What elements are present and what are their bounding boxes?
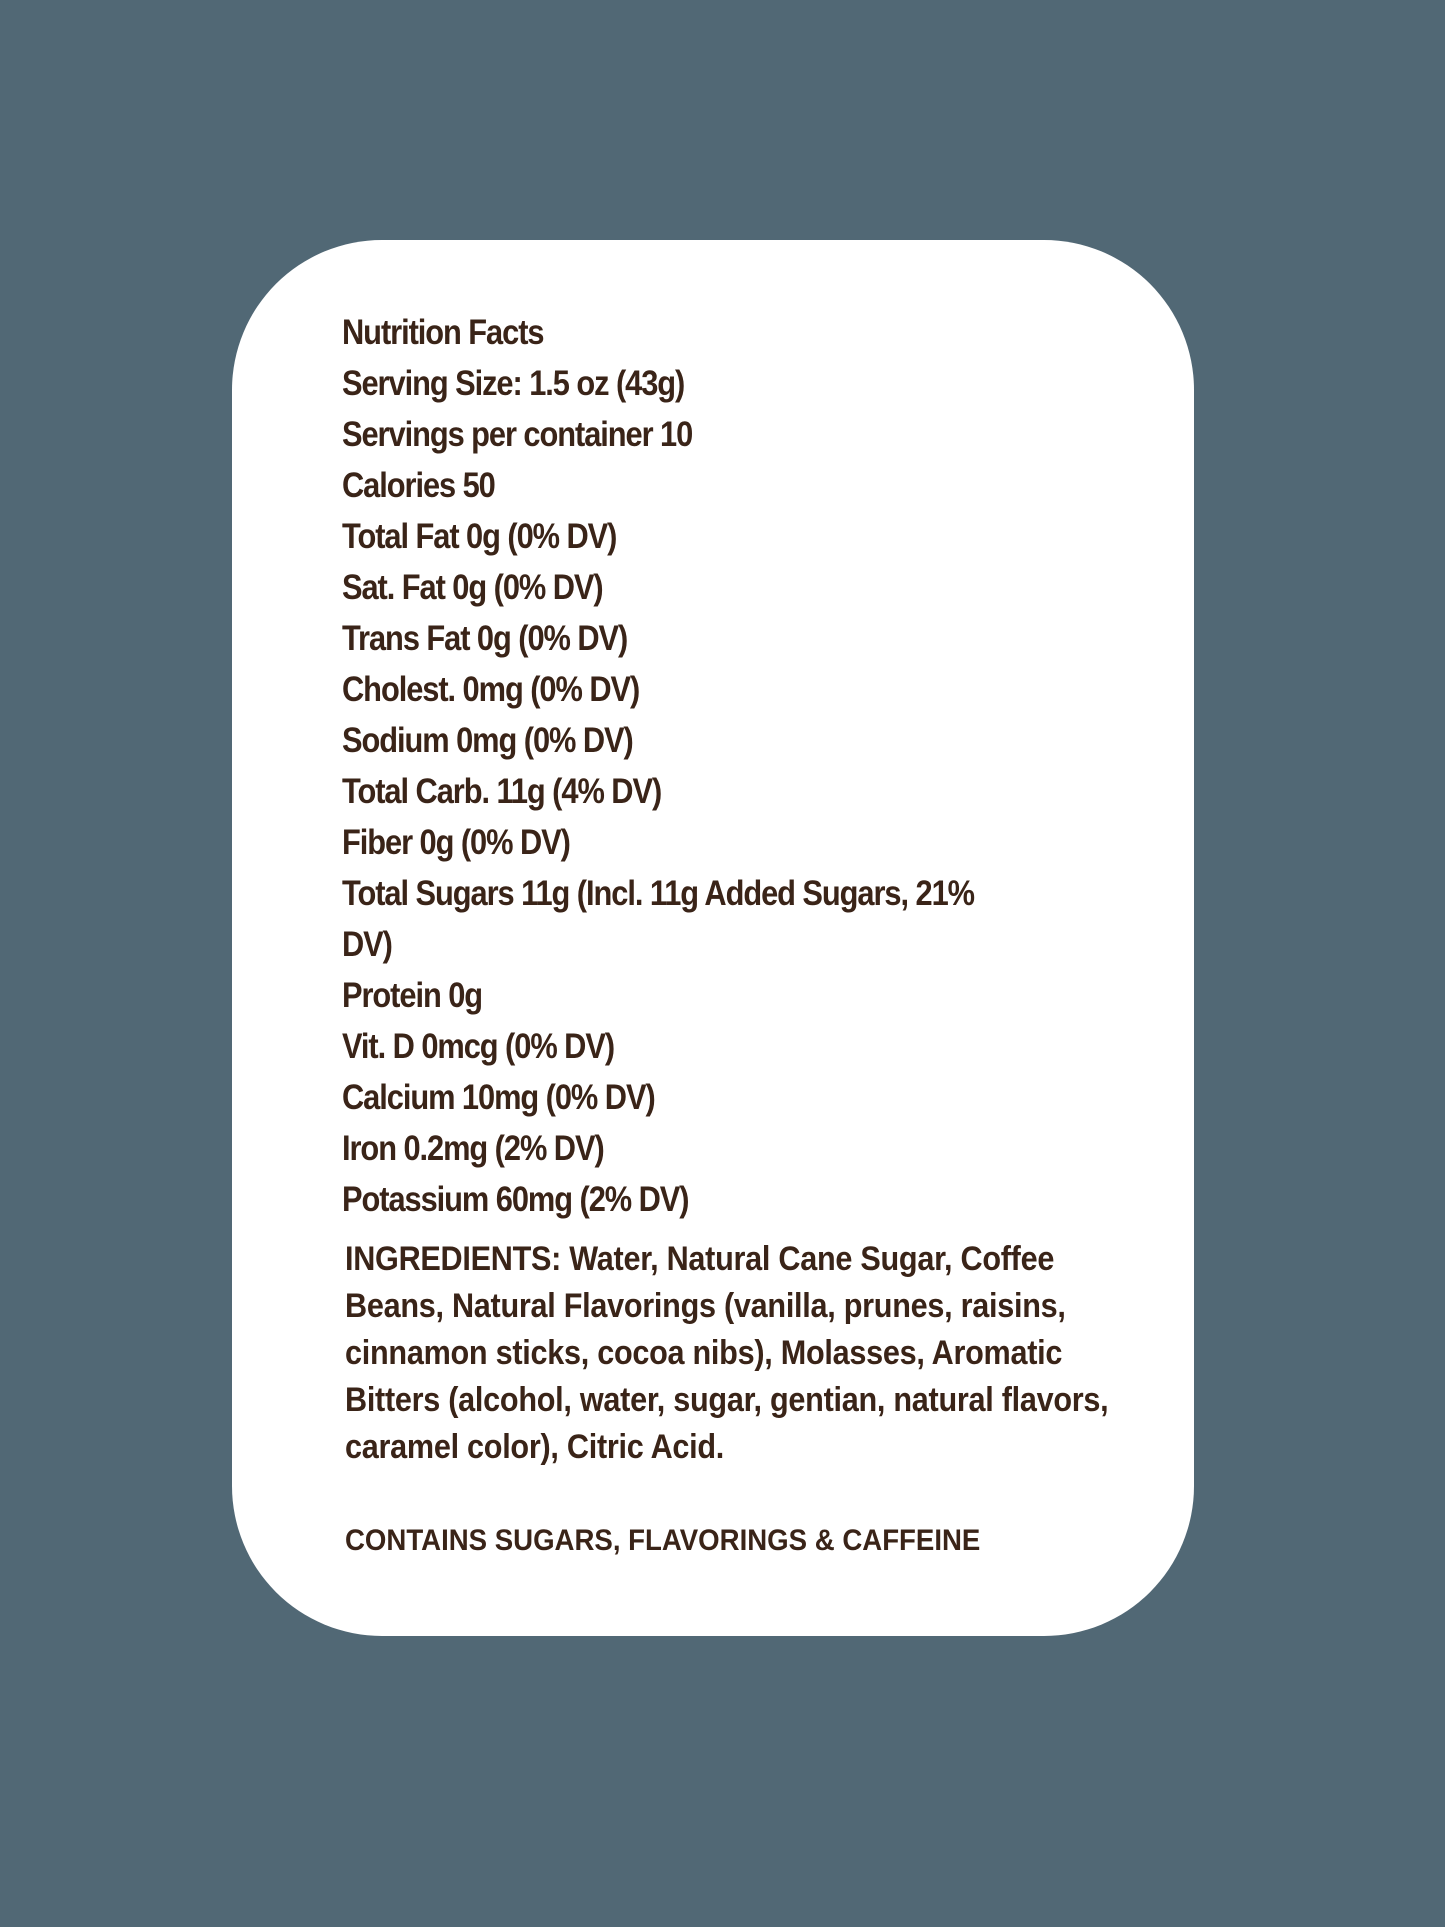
servings-per-container: Servings per container 10 bbox=[342, 415, 693, 454]
potassium: Potassium 60mg (2% DV) bbox=[342, 1180, 689, 1219]
calories: Calories 50 bbox=[342, 466, 495, 505]
total-sugars: Total Sugars 11g (Incl. 11g Added Sugars, 21% DV) bbox=[342, 874, 974, 964]
trans-fat: Trans Fat 0g (0% DV) bbox=[342, 619, 628, 658]
nutrition-title: Nutrition Facts bbox=[342, 313, 544, 352]
sat-fat: Sat. Fat 0g (0% DV) bbox=[342, 568, 603, 607]
fiber: Fiber 0g (0% DV) bbox=[342, 823, 570, 862]
contains-statement: CONTAINS SUGARS, FLAVORINGS & CAFFEINE bbox=[345, 1524, 981, 1557]
nutrition-facts bbox=[342, 307, 1099, 1225]
ingredients-text: INGREDIENTS: Water, Natural Cane Sugar, Coffee Beans, Natural Flavorings (vanilla, prunes, raisins, cinnamon sticks, cocoa nibs), Molasses, Aromatic Bitters (alcohol, water, sugar, gentian, natural flavors, caramel color), Citric Acid. bbox=[345, 1240, 1109, 1466]
total-carb: Total Carb. 11g (4% DV) bbox=[342, 772, 662, 811]
vitamin-d: Vit. D 0mcg (0% DV) bbox=[342, 1027, 615, 1066]
cholesterol: Cholest. 0mg (0% DV) bbox=[342, 670, 640, 709]
serving-size: Serving Size: 1.5 oz (43g) bbox=[342, 364, 685, 403]
nutrition-label-card bbox=[232, 240, 1194, 1636]
protein: Protein 0g bbox=[342, 976, 483, 1015]
total-fat: Total Fat 0g (0% DV) bbox=[342, 517, 617, 556]
calcium: Calcium 10mg (0% DV) bbox=[342, 1078, 655, 1117]
sodium: Sodium 0mg (0% DV) bbox=[342, 721, 633, 760]
iron: Iron 0.2mg (2% DV) bbox=[342, 1129, 604, 1168]
